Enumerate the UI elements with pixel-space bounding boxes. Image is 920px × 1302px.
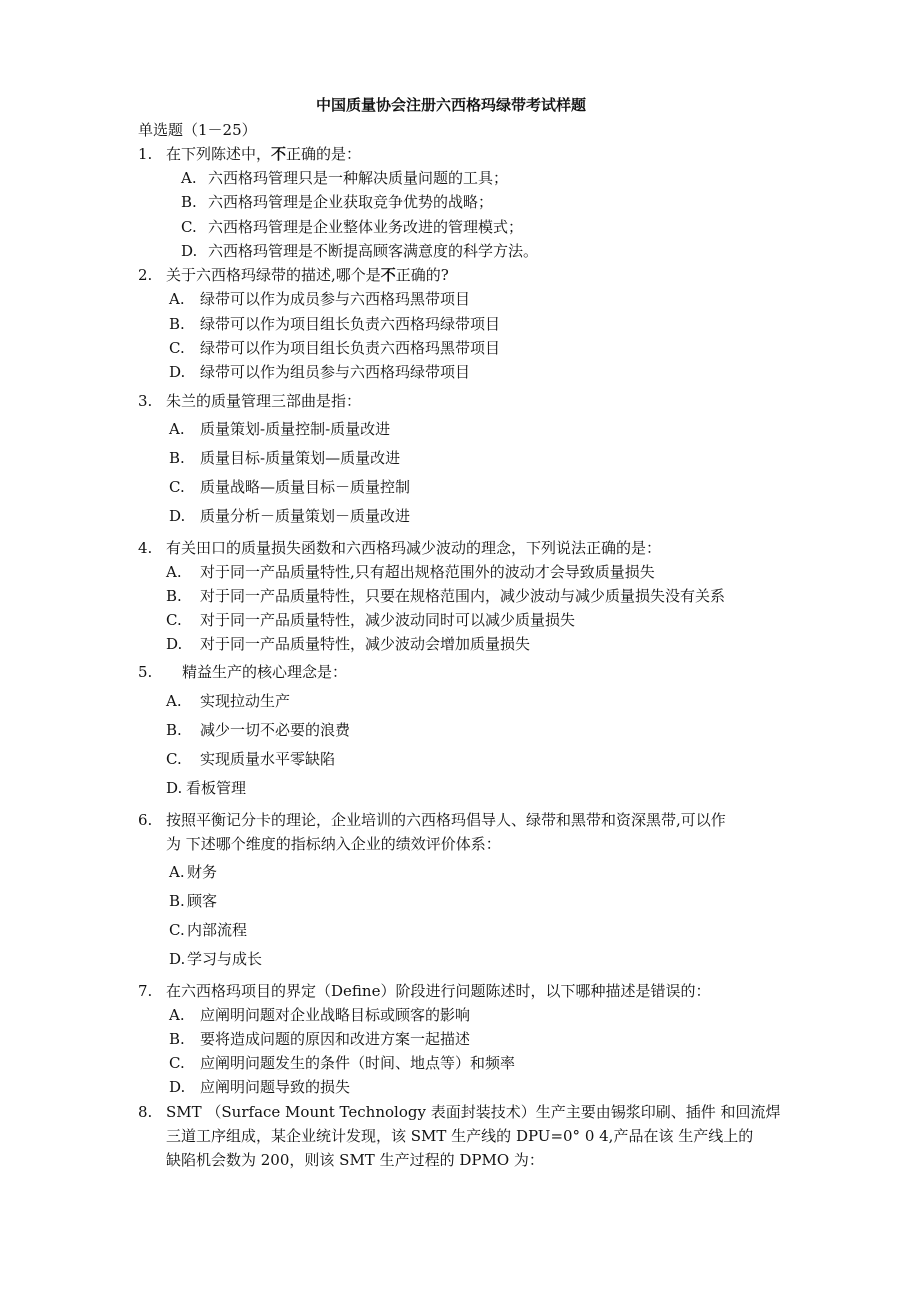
option-letter: A.: [169, 420, 185, 438]
question-stem: [166, 143, 361, 165]
question-stem-line: 三道工序组成，某企业统计发现，该 SMT 生产线的 DPU=0° 0 4,产品在该 生产线上的: [166, 1127, 754, 1145]
question-stem: 有关田口的质量损失函数和六西格玛减少波动的理念，下列说法正确的是：: [166, 539, 662, 557]
option-text: 减少一切不必要的浪费: [200, 721, 351, 739]
stem-text: 关于六西格玛绿带的描述,哪个是: [166, 266, 381, 284]
question-stem: 精益生产的核心理念是：: [182, 663, 348, 681]
option-text: 六西格玛管理是企业获取竞争优势的战略；: [208, 193, 494, 211]
stem-emphasis: 不: [380, 266, 396, 284]
question-stem-line: 缺陷机会数为 200，则该 SMT 生产过程的 DPMO 为：: [166, 1151, 544, 1169]
option-letter: D.: [169, 507, 186, 525]
option-text: 应阐明问题导致的损失: [200, 1078, 351, 1096]
option-text: 要将造成问题的原因和改进方案一起描述: [200, 1030, 471, 1048]
option-letter: D.: [166, 635, 183, 653]
option-text: 应阐明问题对企业战略目标或顾客的影响: [200, 1006, 471, 1024]
option-letter: C.: [166, 611, 182, 629]
stem-emphasis: 不: [271, 145, 287, 163]
option-text: 实现拉动生产: [200, 692, 291, 710]
question-stem: 朱兰的质量管理三部曲是指：: [166, 392, 362, 410]
option-text: 绿带可以作为项目组长负责六西格玛绿带项目: [200, 315, 501, 333]
question-number: 8.: [138, 1103, 153, 1121]
option-text: 实现质量水平零缺陷: [200, 750, 336, 768]
question-number: 4.: [138, 539, 153, 557]
question-stem-line: SMT （Surface Mount Technology 表面封装技术）生产主要由锡浆印刷、插件 和回流焊: [166, 1103, 781, 1121]
option-letter: C.: [166, 750, 182, 768]
option-text: 绿带可以作为成员参与六西格玛黑带项目: [200, 290, 471, 308]
option-text: 质量目标-质量策划—质量改进: [200, 449, 401, 467]
option-letter: A.: [166, 563, 182, 581]
stem-text: 在下列陈述中，: [166, 145, 272, 163]
option-text: 六西格玛管理是不断提高顾客满意度的科学方法。: [208, 242, 539, 260]
document-title: 中国质量协会注册六西格玛绿带考试样题: [316, 96, 587, 114]
option-letter: B.: [169, 315, 185, 333]
question-stem-line: 按照平衡记分卡的理论，企业培训的六西格玛倡导人、绿带和黑带和资深黑带,可以作: [166, 811, 726, 829]
option-text: 顾客: [187, 892, 218, 910]
option-letter: B.: [169, 1030, 185, 1048]
option-text: 学习与成长: [187, 950, 263, 968]
option-letter: D.: [169, 363, 186, 381]
option-letter: A.: [169, 863, 185, 881]
option-text: 对于同一产品质量特性，减少波动会增加质量损失: [200, 635, 531, 653]
option-text: 财务: [187, 863, 218, 881]
option-letter: D.: [166, 779, 183, 797]
option-text: 绿带可以作为项目组长负责六西格玛黑带项目: [200, 339, 501, 357]
question-number: 6.: [138, 811, 153, 829]
option-letter: A.: [169, 290, 185, 308]
option-text: 应阐明问题发生的条件（时间、地点等）和频率: [200, 1054, 516, 1072]
option-text: 六西格玛管理只是一种解决质量问题的工具；: [208, 169, 509, 187]
question-number: 5.: [138, 663, 153, 681]
option-letter: B.: [181, 193, 197, 211]
option-letter: D.: [169, 950, 186, 968]
option-letter: B.: [166, 587, 182, 605]
stem-text: 正确的是：: [286, 145, 362, 163]
option-letter: D.: [169, 1078, 186, 1096]
question-number: 2.: [138, 266, 153, 284]
option-letter: B.: [169, 449, 185, 467]
option-letter: C.: [169, 339, 185, 357]
stem-text: 正确的?: [395, 266, 449, 284]
question-stem: 在六西格玛项目的界定（Define）阶段进行问题陈述时，以下哪种描述是错误的：: [166, 982, 711, 1000]
section-heading: 单选题（1－25）: [138, 121, 257, 139]
option-letter: C.: [169, 1054, 185, 1072]
question-stem: [166, 264, 449, 286]
question-number: 1.: [138, 145, 153, 163]
option-letter: A.: [166, 692, 182, 710]
option-letter: B.: [166, 721, 182, 739]
option-letter: B.: [169, 892, 185, 910]
option-text: 六西格玛管理是企业整体业务改进的管理模式；: [208, 218, 524, 236]
option-text: 质量策划-质量控制-质量改进: [200, 420, 391, 438]
option-text: 对于同一产品质量特性，减少波动同时可以减少质量损失: [200, 611, 576, 629]
option-letter: C.: [169, 921, 185, 939]
question-stem-line: 为 下述哪个维度的指标纳入企业的绩效评价体系：: [166, 835, 501, 853]
option-text: 内部流程: [187, 921, 248, 939]
option-letter: C.: [181, 218, 197, 236]
option-text: 绿带可以作为组员参与六西格玛绿带项目: [200, 363, 471, 381]
option-letter: D.: [181, 242, 198, 260]
option-letter: A.: [181, 169, 197, 187]
option-text: 对于同一产品质量特性，只要在规格范围内，减少波动与减少质量损失没有关系: [200, 587, 726, 605]
option-text: 对于同一产品质量特性,只有超出规格范围外的波动才会导致质量损失: [200, 563, 655, 581]
option-text: 看板管理: [186, 779, 247, 797]
option-letter: A.: [169, 1006, 185, 1024]
question-number: 7.: [138, 982, 153, 1000]
option-letter: C.: [169, 478, 185, 496]
option-text: 质量战略—质量目标－质量控制: [200, 478, 411, 496]
question-number: 3.: [138, 392, 153, 410]
option-text: 质量分析－质量策划－质量改进: [200, 507, 411, 525]
